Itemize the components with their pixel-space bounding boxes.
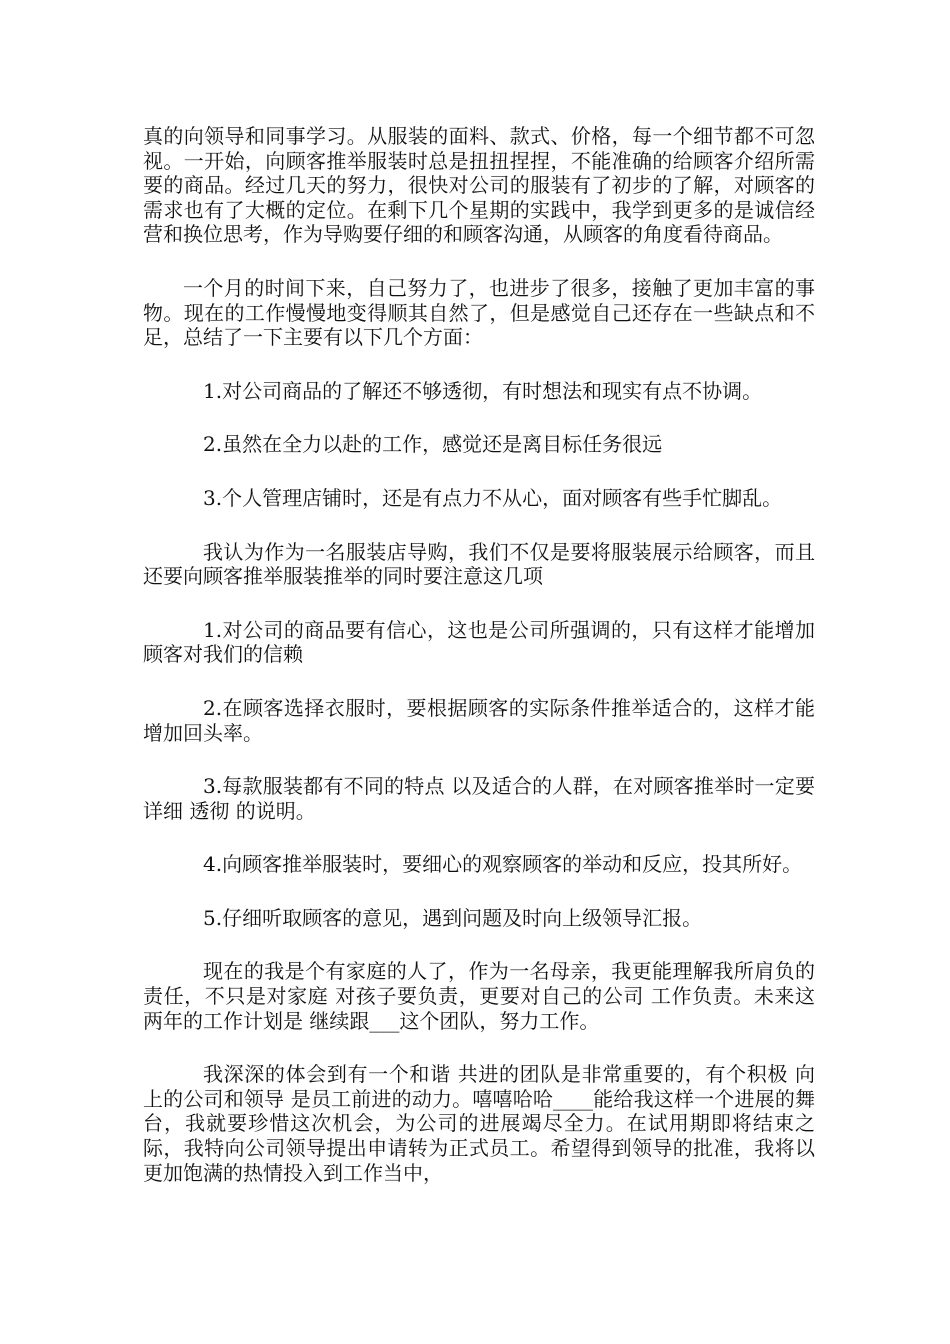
paragraph-sales-guide-intro: 我认为作为一名服装店导购，我们不仅是要将服装展示给顾客，而且还要向顾客推举服装推举的同时要注意这几项 xyxy=(143,539,815,589)
shortcoming-item-1: 1.对公司商品的了解还不够透彻，有时想法和现实有点不协调。 xyxy=(203,378,763,403)
guideline-item-2: 2.在顾客选择衣服时，要根据顾客的实际条件推举适合的，这样才能增加回头率。 xyxy=(143,695,815,745)
guideline-item-5: 5.仔细听取顾客的意见，遇到问题及时向上级领导汇报。 xyxy=(203,905,703,930)
guideline-item-1: 1.对公司的商品要有信心，这也是公司所强调的，只有这样才能增加顾客对我们的信赖 xyxy=(143,617,815,667)
paragraph-family-responsibility: 现在的我是个有家庭的人了，作为一名母亲，我更能理解我所肩负的责任，不只是对家庭 对孩子要负责，更要对自己的公司 工作负责。未来这两年的工作计划是 继续跟___这个团队，努力工作。 xyxy=(143,959,815,1033)
paragraph-team-and-application: 我深深的体会到有一个和谐 共进的团队是非常重要的，有个积极 向上的公司和领导 是员工前进的动力。嘻嘻哈哈____能给我这样一个进展的舞台，我就要珍惜这次机会，为公司的进展竭尽全力。在试用期即将结束之际，我特向公司领导提出申请转为正式员工。希望得到领导的批准，我将以更加饱满的热情投入到工作当中， xyxy=(143,1062,815,1185)
paragraph-one-month-summary: 一个月的时间下来，自己努力了，也进步了很多，接触了更加丰富的事物。现在的工作慢慢地变得顺其自然了，但是感觉自己还存在一些缺点和不足，总结了一下主要有以下几个方面： xyxy=(143,275,815,350)
guideline-item-4: 4.向顾客推举服装时，要细心的观察顾客的举动和反应，投其所好。 xyxy=(203,852,803,877)
paragraph-intro-continuation: 真的向领导和同事学习。从服装的面料、款式、价格，每一个细节都不可忽视。一开始，向顾客推举服装时总是扭扭捏捏，不能准确的给顾客介绍所需要的商品。经过几天的努力，很快对公司的服装有了初步的了解，对顾客的需求也有了大概的定位。在剩下几个星期的实践中，我学到更多的是诚信经营和换位思考，作为导购要仔细的和顾客沟通，从顾客的角度看待商品。 xyxy=(143,124,815,247)
guideline-item-3: 3.每款服装都有不同的特点 以及适合的人群，在对顾客推举时一定要 详细 透彻 的说明。 xyxy=(143,774,822,823)
document-body xyxy=(143,124,822,1214)
shortcoming-item-3: 3.个人管理店铺时，还是有点力不从心，面对顾客有些手忙脚乱。 xyxy=(203,485,783,510)
shortcoming-item-2: 2.虽然在全力以赴的工作，感觉还是离目标任务很远 xyxy=(203,432,663,457)
